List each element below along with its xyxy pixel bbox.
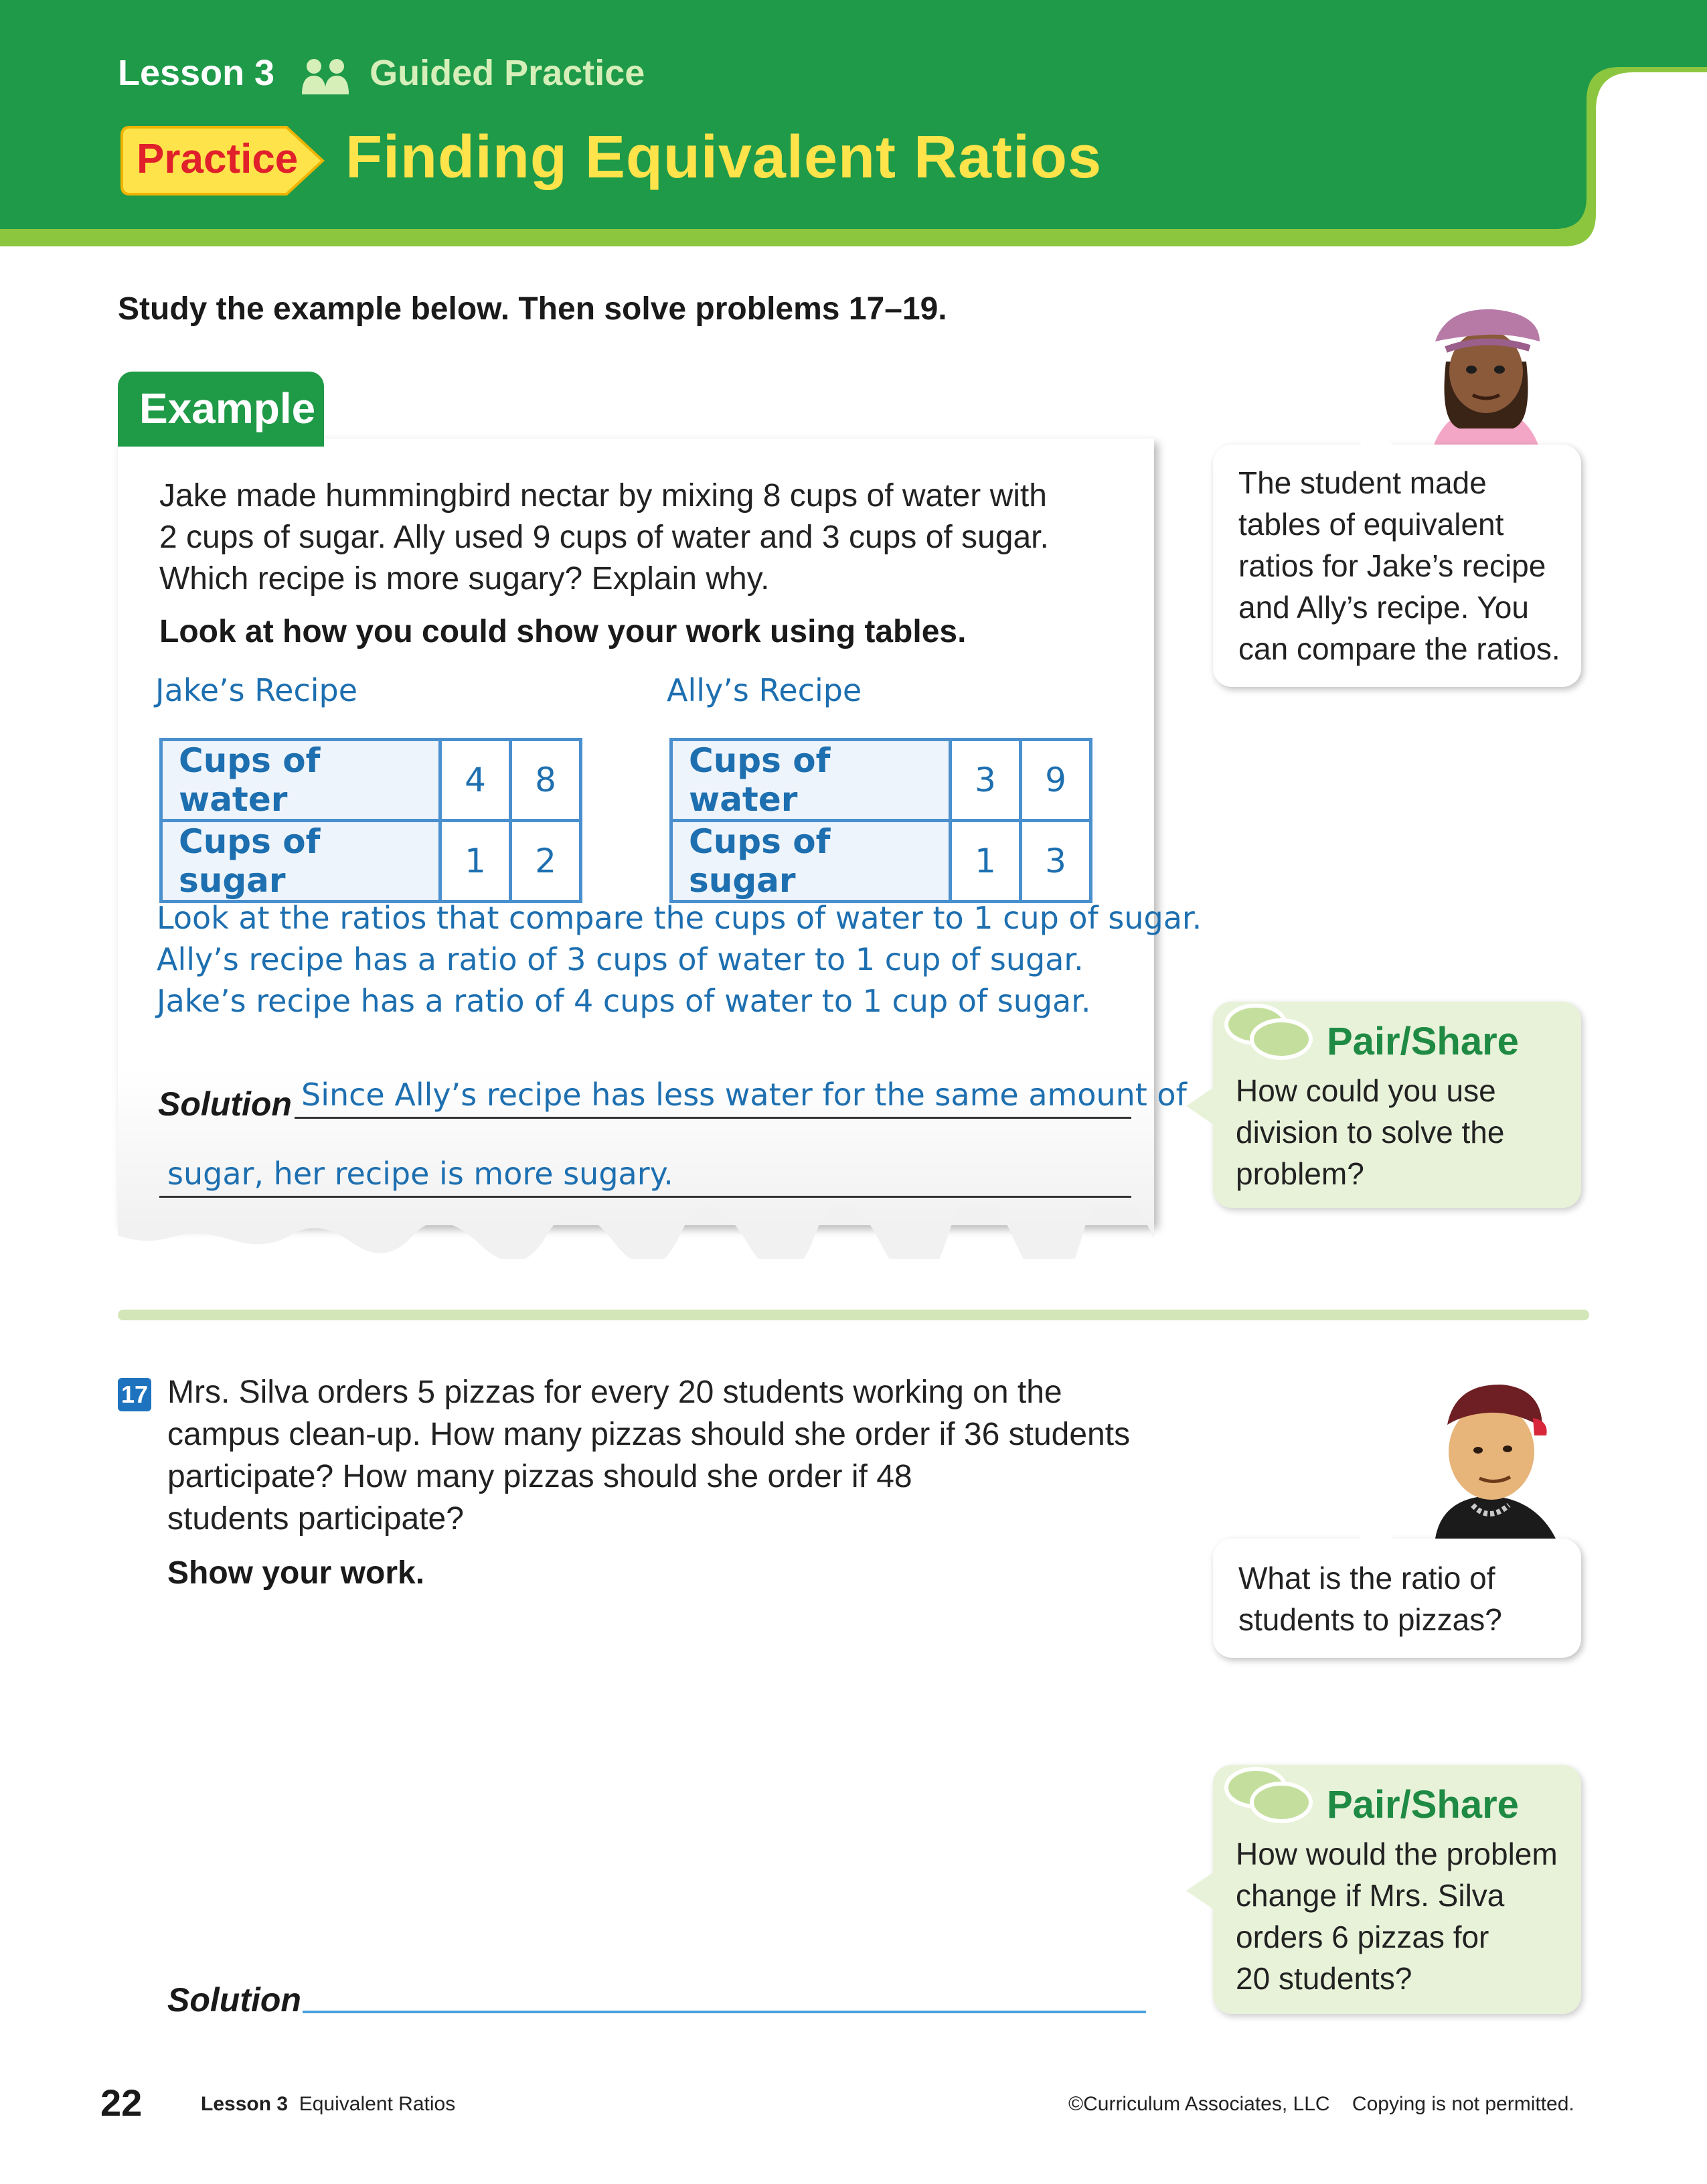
problem-text <box>167 1371 1171 1540</box>
pair-line: orders 6 pizzas for <box>1236 1920 1489 1954</box>
problem-line: Mrs. Silva orders 5 pizzas for every 20 students working on the <box>167 1375 1062 1410</box>
example-notes <box>157 897 1202 1022</box>
table-row <box>161 821 581 902</box>
solution-text: sugar, her recipe is more sugary. <box>167 1156 673 1192</box>
row-label: Cups of sugar <box>671 821 951 902</box>
table-row <box>671 821 1091 902</box>
example-problem <box>159 475 1117 600</box>
copyright-text: ©Curriculum Associates, LLC <box>1068 2093 1330 2115</box>
table-cell: 3 <box>951 740 1021 821</box>
pair-line: problem? <box>1236 1156 1364 1191</box>
table-cell: 1 <box>951 821 1021 902</box>
people-icon <box>301 57 351 94</box>
section-name: Guided Practice <box>370 53 645 93</box>
footer-lesson <box>201 2093 455 2116</box>
problem-number: 17 <box>118 1378 151 1411</box>
jake-recipe-title: Jake’s Recipe <box>155 672 358 708</box>
tip-line: ratios for Jake’s recipe <box>1238 548 1546 583</box>
tip-text-1 <box>1238 462 1560 670</box>
torn-edge <box>118 1205 1162 1259</box>
solution-answer-line[interactable] <box>303 2011 1146 2013</box>
pair-share-title: Pair/Share <box>1327 1783 1519 1826</box>
example-tab-label: Example <box>139 384 316 433</box>
footer-lesson-number: Lesson 3 <box>201 2093 289 2115</box>
table-row <box>671 740 1091 821</box>
problem-line: participate? How many pizzas should she order if 48 <box>167 1459 912 1494</box>
practice-label: Practice <box>137 136 299 182</box>
note-line: Jake’s recipe has a ratio of 4 cups of water to 1 cup of sugar. <box>157 983 1091 1019</box>
speech-bubbles-icon <box>1221 998 1315 1065</box>
pair-share-title: Pair/Share <box>1327 1020 1519 1063</box>
table-cell: 1 <box>440 821 511 902</box>
ally-recipe-table <box>669 738 1092 903</box>
footer-topic: Equivalent Ratios <box>299 2093 456 2115</box>
solution-line <box>295 1117 1131 1119</box>
solution-text: Since Ally’s recipe has less water for the same amount of <box>301 1077 1187 1113</box>
bubble-tail-icon <box>1355 1490 1408 1544</box>
show-work-label: Show your work. <box>167 1555 425 1591</box>
pair-line: division to solve the <box>1236 1115 1505 1150</box>
practice-badge <box>119 121 333 201</box>
lesson-heading <box>118 52 645 94</box>
page-title: Finding Equivalent Ratios <box>345 124 1103 191</box>
pair-line: change if Mrs. Silva <box>1236 1878 1505 1913</box>
copy-notice: Copying is not permitted. <box>1352 2093 1574 2115</box>
problem-line: students participate? <box>167 1501 464 1537</box>
row-label: Cups of sugar <box>161 821 440 902</box>
lesson-number: Lesson 3 <box>118 53 275 93</box>
table-cell: 2 <box>511 821 581 902</box>
table-cell: 3 <box>1021 821 1091 902</box>
tip-line: What is the ratio of <box>1238 1561 1495 1595</box>
instructions: Study the example below. Then solve problems 17–19. <box>118 291 947 327</box>
note-line: Look at the ratios that compare the cups of water to 1 cup of sugar. <box>157 900 1202 936</box>
pair-share-text <box>1236 1833 1558 1999</box>
note-line: Ally’s recipe has a ratio of 3 cups of water to 1 cup of sugar. <box>157 941 1084 978</box>
table-row <box>161 740 581 821</box>
speech-bubbles-icon <box>1221 1761 1315 1828</box>
table-cell: 9 <box>1021 740 1091 821</box>
student-boy-avatar <box>1408 1371 1569 1539</box>
tip-line: can compare the ratios. <box>1238 631 1560 666</box>
tip-line: The student made <box>1238 465 1487 500</box>
pair-line: How could you use <box>1236 1073 1496 1108</box>
pair-share-text <box>1236 1070 1504 1194</box>
bubble-tail-icon <box>1355 396 1408 450</box>
ally-recipe-title: Ally’s Recipe <box>667 672 862 708</box>
footer-copyright <box>1068 2093 1574 2116</box>
pair-line: How would the problem <box>1236 1837 1558 1871</box>
bubble-tail-icon <box>1186 1871 1216 1911</box>
tip-line: students to pizzas? <box>1238 1602 1502 1637</box>
jake-recipe-table <box>159 738 582 903</box>
table-cell: 8 <box>511 740 581 821</box>
pair-line: 20 students? <box>1236 1961 1412 1996</box>
bubble-tail-icon <box>1186 1086 1216 1126</box>
example-solution-label: Solution <box>158 1085 292 1123</box>
student-girl-avatar <box>1406 295 1566 449</box>
page-number: 22 <box>100 2082 143 2124</box>
example-tab <box>118 372 324 447</box>
example-problem-line: Which recipe is more sugary? Explain why. <box>159 561 770 597</box>
section-divider <box>118 1310 1589 1320</box>
tip-line: tables of equivalent <box>1238 507 1504 542</box>
example-problem-line: Jake made hummingbird nectar by mixing 8 cups of water with <box>159 478 1047 514</box>
tip-line: and Ally’s recipe. You <box>1238 590 1529 625</box>
row-label: Cups of water <box>161 740 440 821</box>
example-instruction: Look at how you could show your work using tables. <box>159 614 967 649</box>
row-label: Cups of water <box>671 740 951 821</box>
table-cell: 4 <box>440 740 511 821</box>
example-problem-line: 2 cups of sugar. Ally used 9 cups of water and 3 cups of sugar. <box>159 520 1049 555</box>
problem-line: campus clean-up. How many pizzas should she order if 36 students <box>167 1417 1131 1452</box>
tip-text-2 <box>1238 1557 1502 1640</box>
solution-line <box>159 1196 1131 1198</box>
problem-solution-label: Solution <box>167 1981 301 2019</box>
